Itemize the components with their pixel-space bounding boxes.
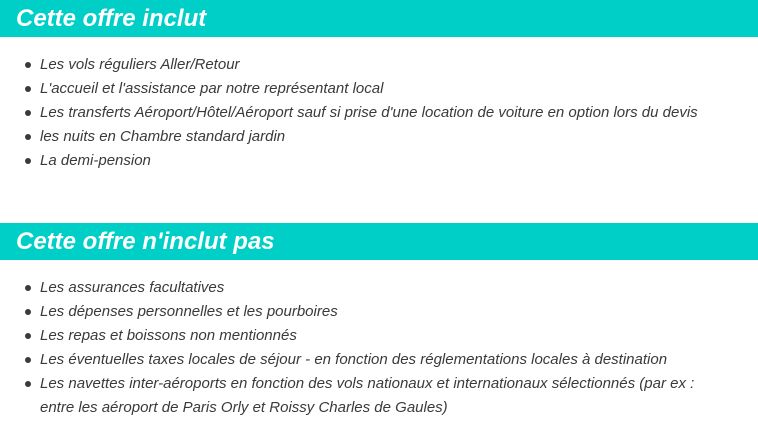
list-item: Les éventuelles taxes locales de séjour - en fonction des réglementations locales à destination — [40, 348, 718, 372]
list-item: Les repas et boissons non mentionnés — [40, 324, 718, 348]
list-item: Les vols réguliers Aller/Retour — [40, 53, 718, 77]
list-item: La demi-pension — [40, 149, 718, 173]
list-item: Les transferts Aéroport/Hôtel/Aéroport sauf si prise d'une location de voiture en option lors du devis — [40, 101, 718, 125]
list-item: Les dépenses personnelles et les pourboires — [40, 300, 718, 324]
excluded-section-title: Cette offre n'inclut pas — [0, 223, 758, 260]
list-item: Les navettes inter-aéroports en fonction des vols nationaux et internationaux sélectionnés (par ex : entre les aéroport de Paris Orly et Roissy Charles de Gaules) — [40, 372, 718, 420]
list-item: L'accueil et l'assistance par notre représentant local — [40, 77, 718, 101]
included-list — [0, 37, 718, 223]
excluded-list — [0, 260, 718, 420]
list-item: Les assurances facultatives — [40, 276, 718, 300]
list-item: les nuits en Chambre standard jardin — [40, 125, 718, 149]
included-section-title: Cette offre inclut — [0, 0, 758, 37]
excluded-section — [0, 223, 758, 420]
